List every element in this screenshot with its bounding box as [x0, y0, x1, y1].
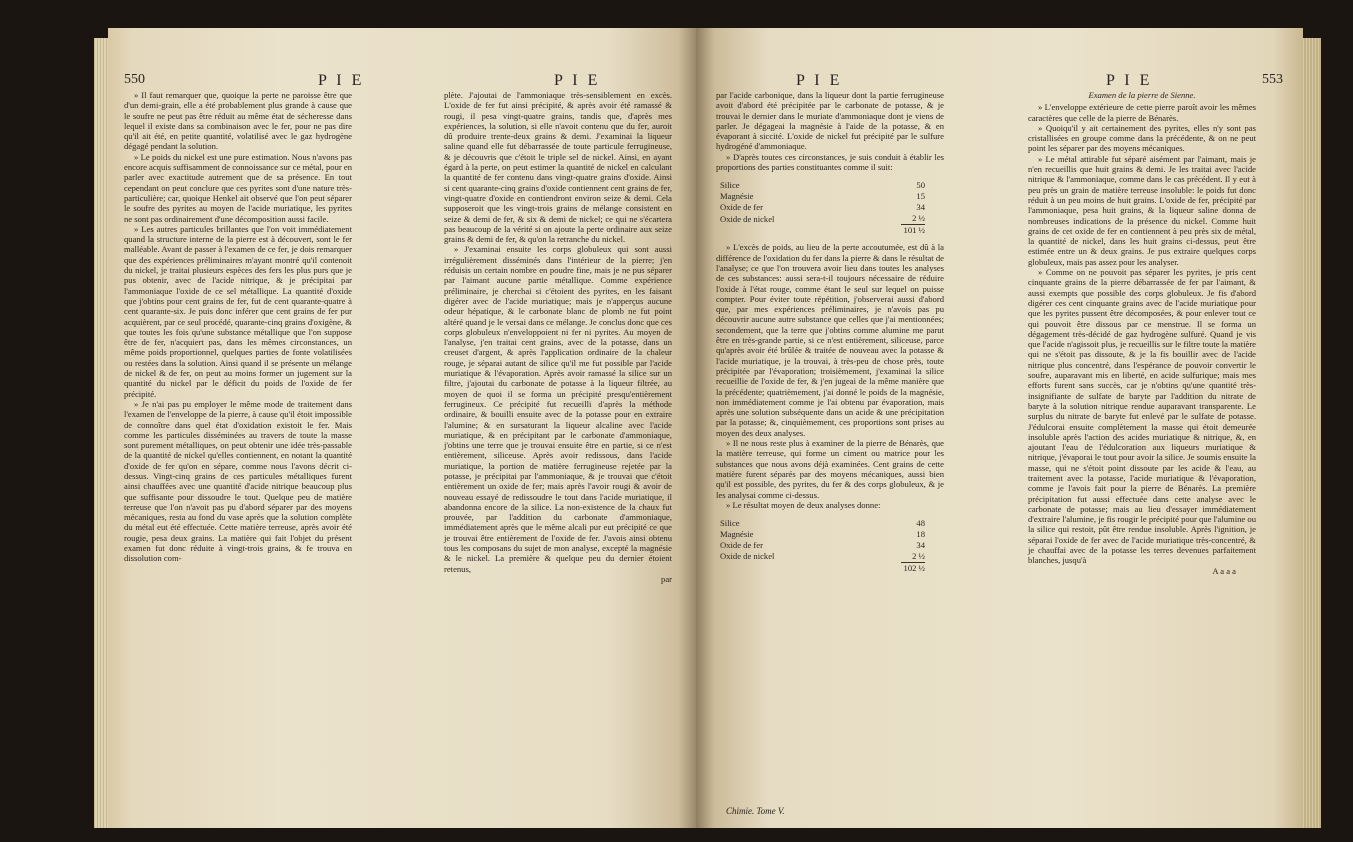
table-value: 48: [916, 518, 925, 529]
section-title: Examen de la pierre de Sienne.: [1088, 90, 1196, 100]
volume-footer: [726, 806, 785, 816]
paragraph: » Le résultat moyen de deux analyses donne:: [726, 499, 881, 510]
paragraph: » Le métal attirable fut séparé aisément par l'aimant, mais je n'en recueillis que huit grains & demi. Je les traitai avec l'acide nitrique & l'ammoniaque, comme dans le cas précédent. Il y eut à peu près un grain de matière terreuse insoluble: le poids fut donc réduit à un peu moins de huit grains. L'oxide de fer, précipité par l'ammoniaque, pesa huit grains, & la liqueur saline donna de nombreuses indications de la présence du nickel. Comme huit grains de cet oxide de fer en contiennent à peu près six de métal, la quantité de nickel, dans les huit grains ci-dessus, peut être estimée entre un & deux grains. Je pus extraire quelques corps globuleux, mais pas assez pour les analyser.: [1028, 153, 1256, 267]
table-total-row: [720, 563, 925, 575]
paragraph: par l'acide carbonique, dans la liqueur dont la partie ferrugineuse avoit d'abord été précipitée par le carbonate de potasse, & je trouvai le dernier dans le muriate d'ammoniaque dont je viens de parler. Je dégageai la magnésie à l'aide de la potasse, & en évaporant à siccité. L'oxide de nickel fut précipité par le sulfure hydrogéné d'ammoniaque.: [716, 90, 944, 152]
table-value: 15: [916, 191, 925, 202]
paragraph: » Les autres particules brillantes que l'on voit immédiatement quand la structure interne de la pierre est à découvert, sont le fer malléable. Avant de passer à l'examen de ce fer, je dois remarquer que des expériences préliminaires m'ayant montré qu'il contenoit du nickel, je traitai plusieurs espèces des fers les plus purs que je pus obtenir, avec de l'acide nitrique, & je précipitai par l'ammoniaque l'oxide de ce sel métallique. La quantité d'oxide que j'obtins pour cent grains de fer, fut de cent quarante-quatre à cent quarante-six. Je puis donc inférer que cent grains de fer pur acquièrent, par ce seul procédé, quarante-cinq grains d'oxigène, & que toutes les fois qu'une substance métallique que l'on suppose être de fer, n'acquiert pas, dans les mêmes circonstances, un même poids proportionnel, quelques parties de fonte volatilisées ou restées dans la solution. Ainsi quand il se présente un mélange de nickel & de fer, on peut au moins former un jugement sur la quantité du nickel par le déficit du poids de l'oxide de fer précipité.: [124, 223, 352, 399]
table-label: Silice: [720, 518, 740, 529]
paragraph: » L'enveloppe extérieure de cette pierre paroît avoir les mêmes caractères que celle de la pierre de Bénarès.: [1028, 102, 1256, 123]
text-column: [124, 90, 352, 564]
running-head: P I E: [1106, 72, 1153, 89]
table-row: [720, 213, 925, 225]
signature-mark: A a a a: [1212, 565, 1236, 576]
open-book: [108, 20, 1303, 832]
table-row: [720, 529, 925, 540]
footer-text: Chimie. Tome V.: [726, 806, 785, 816]
text-column: [444, 90, 672, 584]
composition-table: [720, 180, 925, 236]
running-head: P I E: [796, 72, 843, 89]
table-value: 2 ½: [912, 551, 925, 562]
table-label: Oxide de nickel: [720, 213, 775, 224]
table-value: 34: [916, 540, 925, 551]
table-label: Oxide de nickel: [720, 551, 775, 562]
table-row: [720, 191, 925, 202]
table-row: [720, 518, 925, 529]
page-number: 553: [1262, 72, 1283, 87]
left-page-edge: [94, 38, 108, 828]
paragraph: » Il ne nous reste plus à examiner de la pierre de Bénarès, que la matière terreuse, qui forme un ciment ou matrice pour les substances que nous avons déjà examinées. Cent grains de cette matière furent séparés par des moyens mécaniques, aussi bien qu'il est possible, des pyrites, du fer & des corps globuleux, & je les analysai comme ci-dessus.: [716, 438, 944, 500]
table-label: Magnésie: [720, 529, 754, 540]
left-page: [108, 28, 696, 828]
table-label: Magnésie: [720, 191, 754, 202]
paragraph: » Le poids du nickel est une pure estimation. Nous n'avons pas encore acquis suffisamment de connoissance sur ce métal, pour en parler avec exactitude autrement que de sa présence. En tout cependant on peut conclure que ces pyrites sont d'une nature très-particulière; car, quoique Henkel ait observé que l'on peut séparer le soufre des pyrites au moyen de l'acide muriatique, les pyrites ne sont pas ordinairement d'une décomposition aussi facile.: [124, 151, 352, 224]
table-label: Silice: [720, 180, 740, 191]
table-row: [720, 551, 925, 563]
text-column: [716, 90, 944, 580]
table-row: [720, 540, 925, 551]
paragraph: » Il faut remarquer que, quoique la perte ne paroisse être que d'un demi-grain, elle a été probablement plus grande à cause que le soufre ne peut pas être réduit au même état de sécheresse dans lequel il existe dans sa combinaison avec le fer, pour ne pas dire qu'il ait été, en petite quantité, volatilisé avec le gaz hydrogène dégagé pendant la solution.: [124, 90, 352, 152]
table-value: 18: [916, 529, 925, 540]
running-head: P I E: [554, 72, 601, 89]
page-number: 550: [124, 72, 145, 87]
paragraph: plète. J'ajoutai de l'ammoniaque très-sensiblement en excès. L'oxide de fer fut ainsi précipité, & après avoir été ramassé & rougi, il pesa vingt-quatre grains, tandis que, d'après mes expériences, la solution, si elle n'avoit contenu que du fer, auroit dû produire trente-deux grains & demi. J'examinai la liqueur saline quand elle fut débarrassée de toute particule ferrugineuse, & je découvris que c'étoit le triple sel de nickel. Ainsi, en ayant égard à la perte, on peut estimer la quantité de nickel en calculant la quantité de fer contenu dans vingt-quatre grains d'oxide. Ainsi si cent quarante-cinq grains d'oxide contiennent cent grains de fer, vingt-quatre d'oxide en contiendront environ seize & demi. Cela supposeroit que les vingt-trois grains de mélange consistent en seize & demi de fer, & six & demi de nickel; ce qui ne s'écartera pas beaucoup de la vérité si on ajoute la perte ordinaire aux seize grains & demi de fer, & qu'on la retranche du nickel.: [444, 90, 672, 245]
table-total: 101 ½: [901, 225, 925, 237]
paragraph: » Je n'ai pas pu employer le même mode de traitement dans l'examen de l'enveloppe de la pierre, à cause qu'il étoit impossible de connoître dans quel état d'oxidation existoit le fer. Mais comme les particules disséminées au travers de toute la masse sont purement métalliques, on peut obtenir une idée très-passable de la quantité de nickel qu'elles contiennent, en notant la quantité d'oxide de fer qu'on en sépare, comme nous l'avons décrit ci-dessus. Vingt-cinq grains de ces particules métalliques furent ainsi chauffées avec une quantité d'acide nitrique beaucoup plus que suffisante pour dissoudre le tout. Quelque peu de matière terreuse que l'on n'avoit pas pu d'abord séparer par des moyens mécaniques, resta au fond du vase après que la solution complète du métal eut été effectuée. Cette matière terreuse, après avoir été rougie, pesa deux grains. La matière qui fait l'objet du présent examen fut donc réduite à vingt-trois grains, & fe trouva en dissolution com-: [124, 398, 352, 564]
composition-table: [720, 518, 925, 574]
paragraph: » Comme on ne pouvoit pas séparer les pyrites, je pris cent cinquante grains de la pierre débarrassée de fer par l'aimant, & aussi exempts que possible des corps globuleux. Je fis d'abord digérer ces cent cinquante grains avec de l'acide muriatique pour que les pyrites pussent être décomposées, & pour enlever tout ce qui pouvoit être dissous par ce menstrue. Il se forma un dégagement très-décidé de gaz hydrogène sulfuré. Quand je vis que l'acide n'agissoit plus, je recueillis sur le filtre toute la matière qui ne s'étoit pas dissoute, & je la fis bouillir avec de l'acide nitrique plus concentré, dans l'espérance de pouvoir convertir le soufre, auparavant mis en liberté, en acide sulfurique; mais mes efforts furent sans succès, car je n'obtins qu'une quantité très-insignifiante de sulfate de baryte par l'addition du nitrate de baryte à la solution nitrique rendue auparavant transparente. Le surplus du nitrate de baryte fut enlevé par le sulfate de potasse. J'édulcorai ensuite complètement la masse qui étoit demeurée insoluble après l'action des acides muriatique & nitrique, &, en ajoutant l'eau de l'édulcoration aux liqueurs muriatique & nitrique, j'évaporai le tout pour avoir la silice. Je soumis ensuite la masse, qui ne s'étoit point dissoute par les acide & l'eau, au traitement avec la potasse, l'acide muriatique & l'évaporation, comme je l'avois fait pour la pierre de Bénarès. La première précipitation fut aussi effectuée dans cette analyse avec le carbonate de potasse; mais au lieu d'essayer immédiatement d'extraire l'alumine, je fis rougir le précipité pour que l'alumine ou la silice qui restoit, pût être rendue insoluble. Après l'ignition, je séparai l'oxide de fer avec de l'acide muriatique très-concentré, & je chauffai avec de la potasse les terres devenues parfaitement blanches, jusqu'à: [1028, 267, 1256, 566]
table-value: 2 ½: [912, 213, 925, 224]
catchword: par: [661, 573, 672, 584]
table-total: 102 ½: [901, 563, 925, 575]
right-page-edge: [1303, 38, 1321, 828]
paragraph: » D'après toutes ces circonstances, je suis conduit à établir les proportions des parties constituantes comme il suit:: [716, 151, 944, 173]
paragraph: » J'examinai ensuite les corps globuleux qui sont aussi irrégulièrement disséminés dans l'intérieur de la pierre; j'en réduisis un certain nombre en poudre fine, mais je ne pus séparer par l'aimant aucune partie métallique. Comme expérience préliminaire, je cherchai si c'étoient des pyrites, en les faisant digérer avec de l'acide muriatique; mais je n'apperçus aucune odeur hépatique, & le carbonate blanc de plomb ne fut point altéré quand je le versai dans ce mélange. Je conclus donc que ces corps globuleux n'enveloppoient ni fer ni pyrites. Au moyen de l'analyse, j'en traitai cent grains, avec de la potasse, dans un creuset d'argent, & après l'application ordinaire de la chaleur rouge, je séparai autant de silice qu'il me fut possible par l'acide muriatique & l'évaporation. Après avoir ramassé la silice sur un filtre, j'ajoutai du carbonate de potasse à la liqueur filtrée, au moyen de quoi il se forma un précipité presqu'entièrement ferrugineux. Ce précipité fut recueilli d'après la méthode ordinaire, & bouilli ensuite avec de la potasse pour en extraire l'alumine; & en sursaturant la liqueur alcaline avec l'acide muriatique, & en précipitant par le carbonate d'ammoniaque, j'obtins une terre que je trouvai ensuite être en partie, si ce n'est entièrement, siliceuse. Après avoir redissous, dans l'acide muriatique, la portion de matière ferrugineuse rejetée par la potasse, je précipitai par l'ammoniaque, & je trouvai que c'étoit entièrement un oxide de fer; mais après l'avoir rougi & avoir de nouveau essayé de redissoudre le tout dans l'acide muriatique, il abandonna encore de la silice. La non-existence de la chaux fut prouvée, par l'addition du carbonate d'ammoniaque, immédiatement après que le même alcali pur eut précipité ce que je trouvai être entièrement de l'oxide de fer. J'avois ainsi obtenu tous les composans du sujet de mon analyse, excepté la magnésie & le nickel. La première & quelque peu du dernier étoient retenus,: [444, 244, 672, 574]
table-label: Oxide de fer: [720, 540, 763, 551]
table-total-row: [720, 225, 925, 237]
table-value: 50: [916, 180, 925, 191]
table-row: [720, 180, 925, 191]
table-label: Oxide de fer: [720, 202, 763, 213]
right-page: [696, 28, 1303, 828]
paragraph: » Quoiqu'il y ait certainement des pyrites, elles n'y sont pas cristallisées en groupe comme dans la précédente, & on ne peut point les séparer par des moyens mécaniques.: [1028, 122, 1256, 154]
text-column: [1028, 90, 1256, 576]
table-value: 34: [916, 202, 925, 213]
running-head: P I E: [318, 72, 365, 89]
paragraph: » L'excès de poids, au lieu de la perte accoutumée, est dû à la différence de l'oxidation du fer dans la pierre & dans le résultat de l'analyse; ce que l'on trouvera avoir lieu dans toutes les analyses de ces substances: aussi sera-t-il toujours nécessaire de réduire l'oxide à l'état rouge, comme étant le seul sur lequel on puisse compter. Pour éviter toute répétition, j'observerai aussi d'abord que, par mes expériences préliminaires, je n'avois pas pu découvrir aucune autre substance que celles que j'ai mentionnées; secondement, que la terre que j'obtins comme alumine me parut être en très-grande partie, si ce n'est entièrement, siliceuse, parce qu'après avoir été brûlée & traitée de nouveau avec la potasse & l'acide muriatique, je la trouvai, à très-peu de chose près, toute précipitée par l'évaporation; troisièmement, j'examinai la silice recueillie de l'oxide de fer, & j'en jugeai de la même manière que la précédente; quatrièmement, j'ai donné le poids de la magnésie, non immédiatement comme je l'ai obtenu par évaporation, mais après une solution subséquente dans un acide & une précipitation par la potasse; &, cinquièmement, ces proportions sont prises au moyen des deux analyses.: [716, 242, 944, 438]
table-row: [720, 202, 925, 213]
